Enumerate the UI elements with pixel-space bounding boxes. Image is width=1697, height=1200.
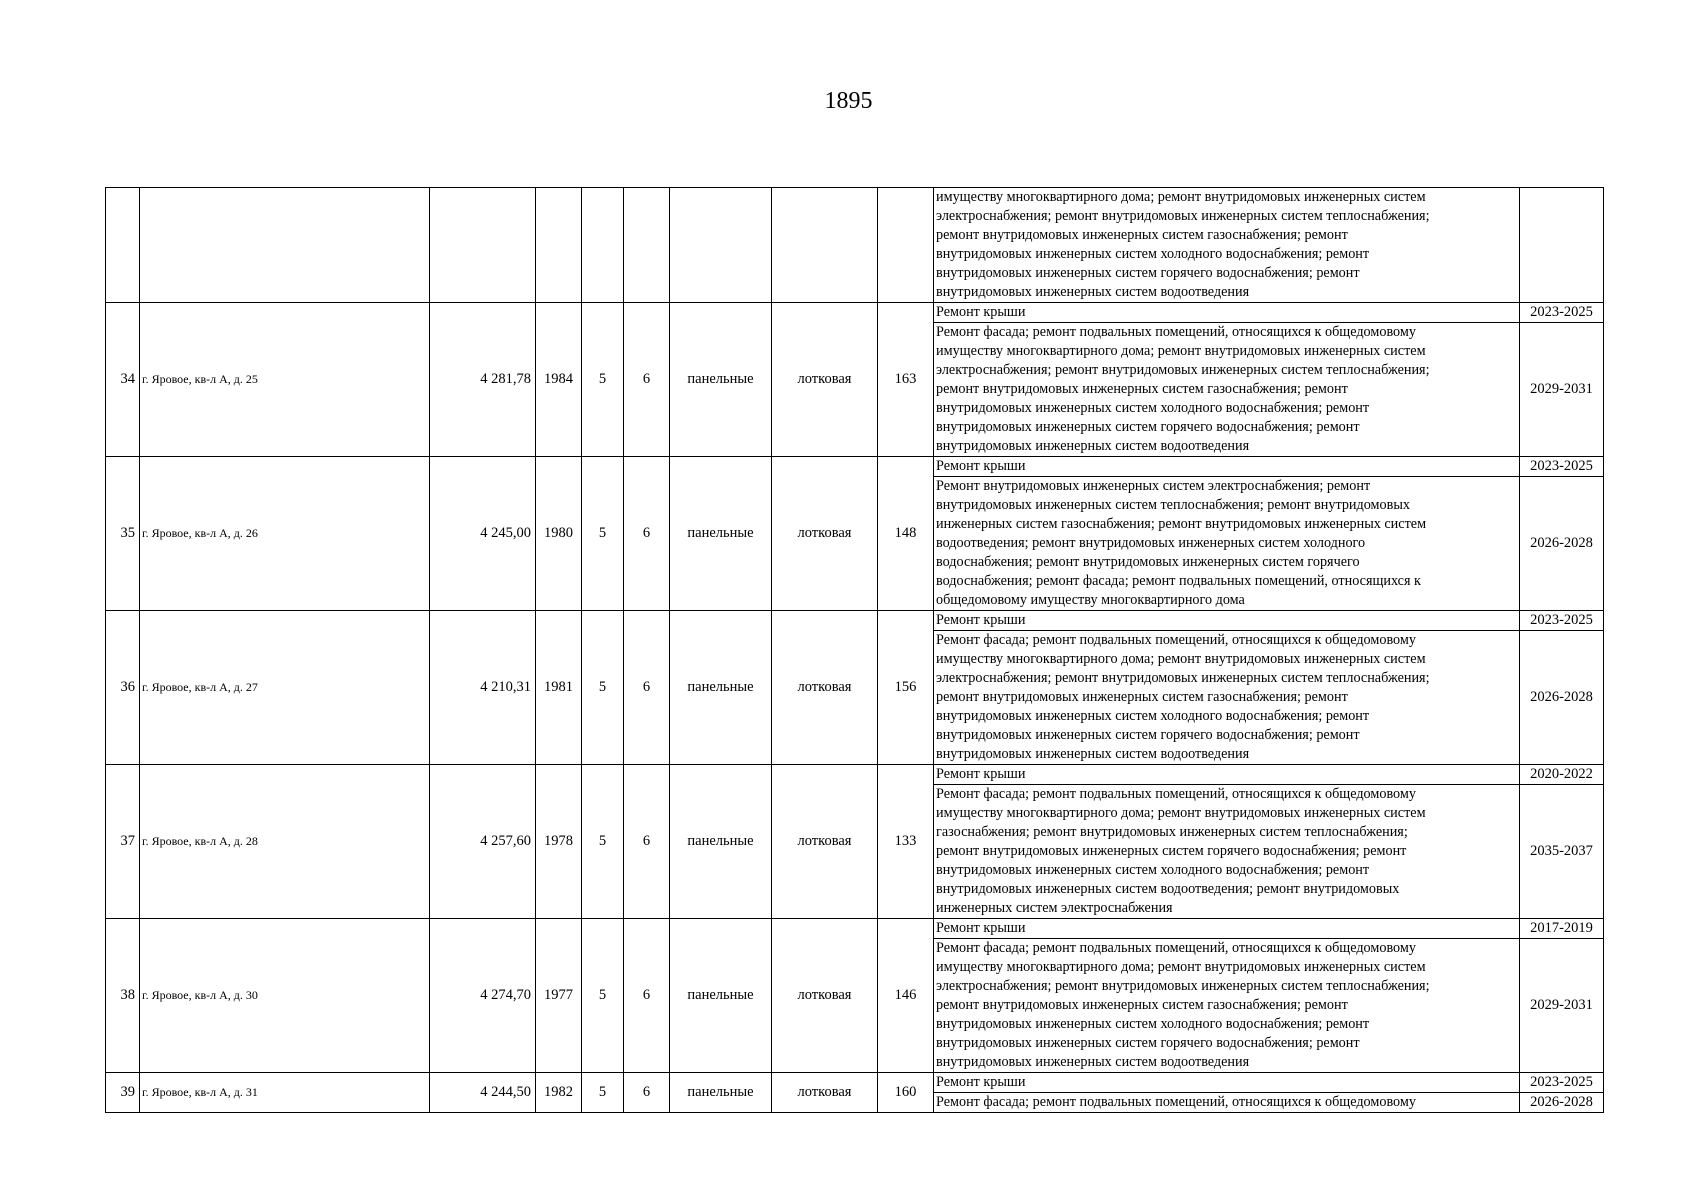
work-line: внутридомовых инженерных систем водоотведения (936, 746, 1250, 762)
work-line: электроснабжения; ремонт внутридомовых инженерных систем теплоснабжения; (936, 670, 1430, 686)
work-line: Ремонт фасада; ремонт подвальных помещений, относящихся к общедомовому (934, 1092, 1519, 1112)
roof-type-cell: лотковая (772, 765, 878, 919)
floors-cell: 5 (582, 765, 624, 919)
floors-cell: 5 (582, 611, 624, 765)
work-line: инженерных систем газоснабжения; ремонт внутридомовых инженерных систем (936, 516, 1427, 532)
work-line: инженерных систем электроснабжения (936, 900, 1173, 916)
entrances-cell: 6 (624, 919, 670, 1073)
work-line: внутридомовых инженерных систем теплоснабжения; ремонт внутридомовых (936, 497, 1410, 513)
empty-cell (878, 188, 934, 303)
table-row (106, 1073, 1604, 1113)
build-year-cell: 1982 (536, 1073, 582, 1113)
floors-cell: 5 (582, 457, 624, 611)
empty-cell (670, 188, 772, 303)
work-line: внутридомовых инженерных систем горячего водоснабжения; ремонт (936, 419, 1360, 435)
wall-material-cell: панельные (670, 1073, 772, 1113)
period-cell (1520, 303, 1604, 457)
work-line: имуществу многоквартирного дома; ремонт внутридомовых инженерных систем (936, 343, 1426, 359)
work-line: Ремонт внутридомовых инженерных систем электроснабжения; ремонт (934, 476, 1519, 496)
continuation-line: электроснабжения; ремонт внутридомовых инженерных систем теплоснабжения; (936, 208, 1430, 224)
work-line: внутридомовых инженерных систем холодного водоснабжения; ремонт (936, 1016, 1370, 1032)
table-row (106, 919, 1604, 1073)
area-cell: 4 210,31 (430, 611, 536, 765)
work-line: внутридомовых инженерных систем холодного водоснабжения; ремонт (936, 708, 1370, 724)
entrances-cell: 6 (624, 611, 670, 765)
empty-cell (1520, 188, 1604, 303)
floors-cell: 5 (582, 303, 624, 457)
work-line: внутридомовых инженерных систем водоотведения (936, 1054, 1250, 1070)
work-line: внутридомовых инженерных систем горячего водоснабжения; ремонт (936, 1035, 1360, 1051)
work-line: водоотведения; ремонт внутридомовых инженерных систем холодного (936, 535, 1366, 551)
period-roof: 2023-2025 (1530, 458, 1593, 474)
work-roof-repair: Ремонт крыши (936, 766, 1026, 782)
period-cell (1520, 611, 1604, 765)
area-cell: 4 274,70 (430, 919, 536, 1073)
period-cell (1520, 457, 1604, 611)
continuation-works-cell (934, 188, 1520, 303)
work-line: ремонт внутридомовых инженерных систем горячего водоснабжения; ремонт (936, 843, 1407, 859)
period-roof: 2023-2025 (1530, 304, 1593, 320)
row-number: 35 (106, 457, 140, 611)
continuation-line: имуществу многоквартирного дома; ремонт внутридомовых инженерных систем (936, 189, 1426, 205)
period-roof: 2023-2025 (1530, 1074, 1593, 1090)
address-cell: г. Яровое, кв-л А, д. 25 (140, 303, 430, 457)
work-line: Ремонт фасада; ремонт подвальных помещений, относящихся к общедомовому (934, 630, 1519, 650)
period-roof: 2023-2025 (1530, 612, 1593, 628)
period-roof: 2020-2022 (1530, 766, 1593, 782)
residents-cell: 156 (878, 611, 934, 765)
area-cell: 4 244,50 (430, 1073, 536, 1113)
roof-type-cell: лотковая (772, 611, 878, 765)
address-cell: г. Яровое, кв-л А, д. 26 (140, 457, 430, 611)
period-roof: 2017-2019 (1530, 920, 1593, 936)
repair-schedule-table (105, 187, 1604, 1113)
roof-type-cell: лотковая (772, 457, 878, 611)
works-cell (934, 919, 1520, 1073)
table-body (106, 188, 1604, 1113)
roof-type-cell: лотковая (772, 303, 878, 457)
row-number: 37 (106, 765, 140, 919)
residents-cell: 160 (878, 1073, 934, 1113)
continuation-row (106, 188, 1604, 303)
area-cell: 4 257,60 (430, 765, 536, 919)
work-line: внутридомовых инженерных систем горячего водоснабжения; ремонт (936, 727, 1360, 743)
work-line: имуществу многоквартирного дома; ремонт внутридомовых инженерных систем (936, 959, 1426, 975)
work-line: Ремонт фасада; ремонт подвальных помещений, относящихся к общедомовому (934, 938, 1519, 958)
period-other-works: 2026-2028 (1520, 1092, 1603, 1112)
row-number: 38 (106, 919, 140, 1073)
work-roof-repair: Ремонт крыши (936, 1074, 1026, 1090)
works-cell (934, 765, 1520, 919)
address-cell: г. Яровое, кв-л А, д. 27 (140, 611, 430, 765)
residents-cell: 148 (878, 457, 934, 611)
wall-material-cell: панельные (670, 765, 772, 919)
build-year-cell: 1980 (536, 457, 582, 611)
work-line: внутридомовых инженерных систем водоотведения (936, 438, 1250, 454)
build-year-cell: 1984 (536, 303, 582, 457)
work-line: ремонт внутридомовых инженерных систем газоснабжения; ремонт (936, 689, 1348, 705)
build-year-cell: 1978 (536, 765, 582, 919)
work-line: электроснабжения; ремонт внутридомовых инженерных систем теплоснабжения; (936, 978, 1430, 994)
roof-type-cell: лотковая (772, 919, 878, 1073)
work-line: общедомовому имуществу многоквартирного дома (936, 592, 1245, 608)
period-other-works: 2029-2031 (1520, 938, 1603, 1072)
table-row (106, 765, 1604, 919)
empty-cell (536, 188, 582, 303)
work-line: имуществу многоквартирного дома; ремонт внутридомовых инженерных систем (936, 651, 1426, 667)
build-year-cell: 1981 (536, 611, 582, 765)
residents-cell: 133 (878, 765, 934, 919)
work-roof-repair: Ремонт крыши (936, 612, 1026, 628)
entrances-cell: 6 (624, 1073, 670, 1113)
work-line: Ремонт фасада; ремонт подвальных помещений, относящихся к общедомовому (934, 784, 1519, 804)
work-line: газоснабжения; ремонт внутридомовых инженерных систем теплоснабжения; (936, 824, 1408, 840)
period-cell (1520, 919, 1604, 1073)
row-number: 39 (106, 1073, 140, 1113)
table-row (106, 611, 1604, 765)
continuation-line: внутридомовых инженерных систем водоотведения (936, 284, 1250, 300)
build-year-cell: 1977 (536, 919, 582, 1073)
continuation-line: ремонт внутридомовых инженерных систем газоснабжения; ремонт (936, 227, 1348, 243)
works-cell (934, 611, 1520, 765)
work-line: внутридомовых инженерных систем водоотведения; ремонт внутридомовых (936, 881, 1400, 897)
work-roof-repair: Ремонт крыши (936, 458, 1026, 474)
address-cell: г. Яровое, кв-л А, д. 31 (140, 1073, 430, 1113)
floors-cell: 5 (582, 1073, 624, 1113)
period-other-works: 2026-2028 (1520, 476, 1603, 610)
continuation-line: внутридомовых инженерных систем горячего водоснабжения; ремонт (936, 265, 1360, 281)
period-cell (1520, 1073, 1604, 1113)
works-cell (934, 457, 1520, 611)
work-roof-repair: Ремонт крыши (936, 920, 1026, 936)
residents-cell: 163 (878, 303, 934, 457)
table-row (106, 457, 1604, 611)
work-line: электроснабжения; ремонт внутридомовых инженерных систем теплоснабжения; (936, 362, 1430, 378)
work-line: ремонт внутридомовых инженерных систем газоснабжения; ремонт (936, 381, 1348, 397)
work-line: внутридомовых инженерных систем холодного водоснабжения; ремонт (936, 862, 1370, 878)
wall-material-cell: панельные (670, 457, 772, 611)
area-cell: 4 245,00 (430, 457, 536, 611)
period-other-works: 2029-2031 (1520, 322, 1603, 456)
entrances-cell: 6 (624, 457, 670, 611)
works-cell (934, 303, 1520, 457)
page-number: 1895 (824, 88, 873, 114)
work-line: внутридомовых инженерных систем холодного водоснабжения; ремонт (936, 400, 1370, 416)
work-line: имуществу многоквартирного дома; ремонт внутридомовых инженерных систем (936, 805, 1426, 821)
empty-cell (106, 188, 140, 303)
work-line: водоснабжения; ремонт внутридомовых инженерных систем горячего (936, 554, 1360, 570)
row-number: 34 (106, 303, 140, 457)
table-row (106, 303, 1604, 457)
address-cell: г. Яровое, кв-л А, д. 28 (140, 765, 430, 919)
wall-material-cell: панельные (670, 919, 772, 1073)
continuation-line: внутридомовых инженерных систем холодного водоснабжения; ремонт (936, 246, 1370, 262)
wall-material-cell: панельные (670, 611, 772, 765)
period-other-works: 2035-2037 (1520, 784, 1603, 918)
work-line: Ремонт фасада; ремонт подвальных помещений, относящихся к общедомовому (934, 322, 1519, 342)
floors-cell: 5 (582, 919, 624, 1073)
works-cell (934, 1073, 1520, 1113)
residents-cell: 146 (878, 919, 934, 1073)
empty-cell (772, 188, 878, 303)
work-line: водоснабжения; ремонт фасада; ремонт подвальных помещений, относящихся к (936, 573, 1421, 589)
row-number: 36 (106, 611, 140, 765)
address-cell: г. Яровое, кв-л А, д. 30 (140, 919, 430, 1073)
work-line: ремонт внутридомовых инженерных систем газоснабжения; ремонт (936, 997, 1348, 1013)
roof-type-cell: лотковая (772, 1073, 878, 1113)
work-roof-repair: Ремонт крыши (936, 304, 1026, 320)
empty-cell (140, 188, 430, 303)
wall-material-cell: панельные (670, 303, 772, 457)
period-cell (1520, 765, 1604, 919)
area-cell: 4 281,78 (430, 303, 536, 457)
entrances-cell: 6 (624, 303, 670, 457)
entrances-cell: 6 (624, 765, 670, 919)
period-other-works: 2026-2028 (1520, 630, 1603, 764)
empty-cell (624, 188, 670, 303)
empty-cell (430, 188, 536, 303)
empty-cell (582, 188, 624, 303)
